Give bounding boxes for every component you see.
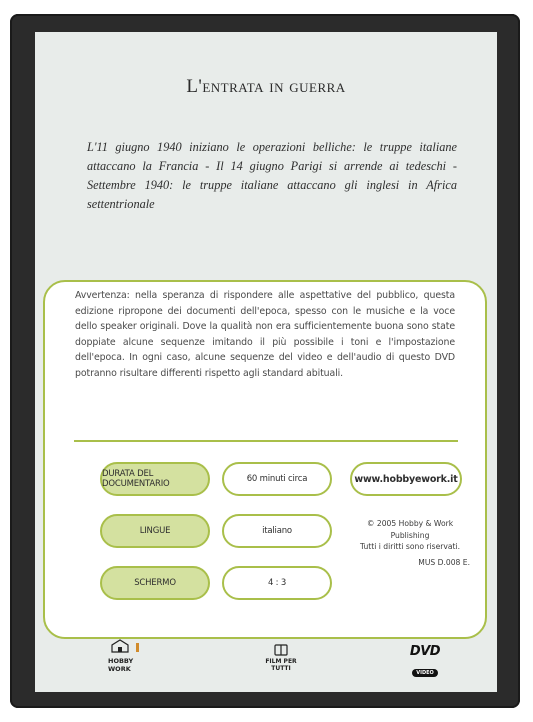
summary-text: L'11 giugno 1940 iniziano le operazioni belliche: le truppe italiane attaccano la Francia - Il 14 giugno Parigi si arrende ai tedeschi - Settembre 1940: le truppe italiane attaccano gli inglesi in Africa settentrionale — [87, 140, 457, 211]
film-logo-line2: TUTTI — [271, 665, 291, 672]
cover-title — [35, 76, 497, 98]
warning-text: Avvertenza: nella speranza di rispondere alle aspettative del pubblico, questa edizione ripropone dei documenti dell'epoca, spesso con le musiche e la voce dello speaker originali. Dove la qualità non era sufficientemente buona sono state doppiate alcune sequenze imitando il più possibile i toni e l'impostazione dell'epoca. In ogni caso, alcune sequenze del video e dell'audio di questo DVD potranno risultare differenti rispetto agli standard abituali. — [75, 290, 455, 379]
hobby-logo-line2: WORK — [108, 665, 131, 673]
title-first: L' — [186, 76, 203, 97]
film-per-tutti-logo — [251, 644, 311, 672]
back-cover-insert — [35, 32, 497, 692]
screen-value: 4 : 3 — [222, 566, 332, 600]
dvd-logo-text: DVD — [409, 644, 441, 659]
website-link[interactable]: www.hobbyework.it — [350, 462, 462, 496]
hobby-work-logo — [108, 638, 148, 674]
film-logo-line1: FILM PER — [265, 658, 297, 665]
copyright-line1: © 2005 Hobby & Work Publishing — [366, 519, 454, 540]
languages-label: LINGUE — [100, 514, 210, 548]
languages-value: italiano — [222, 514, 332, 548]
copyright-line2: Tutti i diritti sono riservati. — [359, 542, 461, 551]
copyright-block — [350, 518, 470, 568]
dvd-logo-sub: VIDEO — [412, 669, 438, 677]
panel-divider — [74, 440, 458, 442]
catalog-code: MUS D.008 E. — [418, 557, 470, 567]
duration-value: 60 minuti circa — [222, 462, 332, 496]
duration-label: DURATA DEL DOCUMENTARIO — [100, 462, 210, 496]
house-icon — [108, 639, 148, 653]
screen-label: SCHERMO — [100, 566, 210, 600]
film-icon — [274, 644, 288, 656]
dvd-video-logo — [395, 644, 455, 678]
hobby-logo-line1: HOBBY — [108, 657, 134, 665]
title-rest: entrata in guerra — [202, 76, 346, 97]
